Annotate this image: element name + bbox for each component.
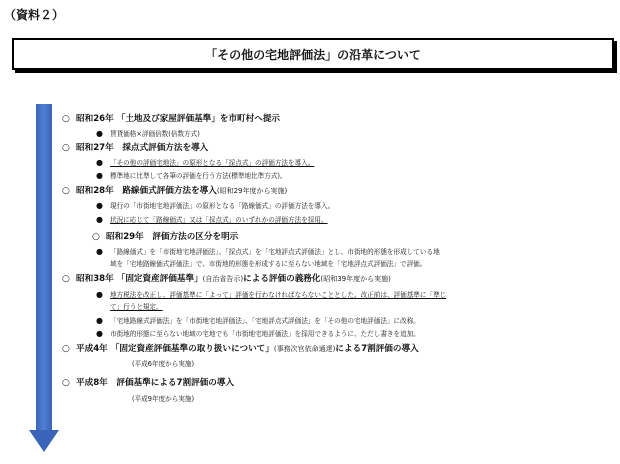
bullet-text: て」行うと規定。 — [110, 303, 163, 311]
bullet-s38-1 — [96, 289, 446, 299]
note-h4 — [132, 358, 194, 368]
timeline-item-s29 — [92, 230, 238, 242]
timeline-item-s28 — [62, 184, 287, 196]
bullet-s28-1 — [96, 200, 334, 210]
note-h8 — [132, 393, 194, 403]
bullet-text: 域を「宅地路線価式評価法」で、市街地的形態を形成するに至らない地域を「宅地評点式評価法」で評価。 — [110, 260, 427, 268]
circle-bullet-icon: ○ — [92, 232, 100, 242]
title-box — [12, 38, 614, 70]
item-subnote: (昭和39年度から実施) — [320, 275, 391, 283]
item-heading: 平成8年 評価基準による7割評価の導入 — [76, 378, 235, 388]
circle-bullet-icon: ○ — [62, 378, 70, 388]
bullet-text: 「宅地路線式評価法」を「市街地宅地評価法」、「宅地評点式評価法」を「その他の宅地評価法」に改称。 — [110, 317, 420, 325]
dot-bullet-icon: ● — [96, 316, 103, 325]
dot-bullet-icon: ● — [96, 215, 103, 224]
item-heading-cont: による評価の義務化 — [243, 274, 321, 284]
item-heading-cont: による7割評価の導入 — [335, 344, 419, 354]
bullet-s38-1-cont — [110, 301, 163, 311]
bullet-s29-1 — [96, 246, 440, 256]
circle-bullet-icon: ○ — [62, 186, 70, 196]
bullet-text: 状況に応じて「路線価式」又は「採点式」のいずれかの評価方法を採用。 — [110, 216, 328, 224]
bullet-text: 地方税法を改正し、評価基準に「よって」評価を行わなければならないこととした。改正前は、評価基準に「準じ — [110, 291, 447, 299]
item-heading: 昭和29年 評価方法の区分を明示 — [106, 232, 239, 242]
circle-bullet-icon: ○ — [62, 114, 70, 124]
circle-bullet-icon: ○ — [62, 344, 70, 354]
dot-bullet-icon: ● — [96, 158, 103, 167]
bullet-s28-2 — [96, 214, 328, 224]
timeline-item-s26 — [62, 112, 280, 124]
item-heading: 昭和26年 「土地及び家屋評価基準」を市町村へ提示 — [76, 114, 281, 124]
bullet-text: 市街地的形態に至らない地域の宅地でも「市街地宅地評価法」を採用できるように、ただし書きを追加。 — [110, 330, 420, 338]
item-heading: 平成4年 「固定資産評価基準の取り扱いについて」 — [76, 344, 274, 354]
item-subnote: (事務次官依命通達) — [273, 345, 336, 353]
timeline-item-s27 — [62, 141, 208, 153]
dot-bullet-icon: ● — [96, 129, 103, 138]
bullet-text: 「その他の評価宅地法」の原形となる「採点式」の評価方法を導入。 — [110, 159, 315, 167]
timeline-item-h8 — [62, 376, 234, 388]
dot-bullet-icon: ● — [96, 329, 103, 338]
item-heading: 昭和28年 路線価式評価方法を導入 — [76, 186, 217, 196]
circle-bullet-icon: ○ — [62, 274, 70, 284]
timeline-item-s38 — [62, 272, 391, 284]
bullet-text: 現行の「市街地宅地評価法」の原形となる「路線価式」の評価方法を導入。 — [110, 202, 335, 210]
bullet-s27-2 — [96, 170, 287, 180]
bullet-s38-2 — [96, 315, 420, 325]
bullet-s38-3 — [96, 328, 420, 338]
bullet-text: 「路線価式」を「市街地宅地評価法」、「採点式」を「宅地評点式評価法」とし、市街地的形態を形成している地 — [110, 248, 440, 256]
dot-bullet-icon: ● — [96, 247, 103, 256]
bullet-s26-1 — [96, 128, 200, 138]
note-text: (平成6年度から実施) — [132, 360, 195, 368]
page-title: 「その他の宅地評価法」の沿革について — [205, 47, 421, 62]
item-subnote: (自治省告示) — [202, 275, 244, 283]
bullet-s27-1 — [96, 157, 314, 167]
timeline-arrow-shaft — [36, 104, 52, 432]
circle-bullet-icon: ○ — [62, 143, 70, 153]
bullet-text: 賃貸価格×評価倍数(倍数方式) — [110, 130, 200, 138]
document-label: （資料２） — [4, 8, 65, 22]
item-subnote: (昭和29年度から実施) — [216, 187, 288, 195]
timeline-item-h4 — [62, 342, 419, 354]
item-heading: 昭和38年 「固定資産評価基準」 — [76, 274, 203, 284]
bullet-s29-1-cont — [110, 258, 426, 268]
bullet-text: 標準地に比準して各筆の評価を行う方法(標準地比準方式)。 — [110, 172, 287, 180]
item-heading: 昭和27年 採点式評価方法を導入 — [76, 143, 209, 153]
note-text: (平成9年度から実施) — [132, 395, 195, 403]
dot-bullet-icon: ● — [96, 201, 103, 210]
dot-bullet-icon: ● — [96, 290, 103, 299]
timeline-arrow-head-icon — [29, 430, 59, 452]
dot-bullet-icon: ● — [96, 171, 103, 180]
